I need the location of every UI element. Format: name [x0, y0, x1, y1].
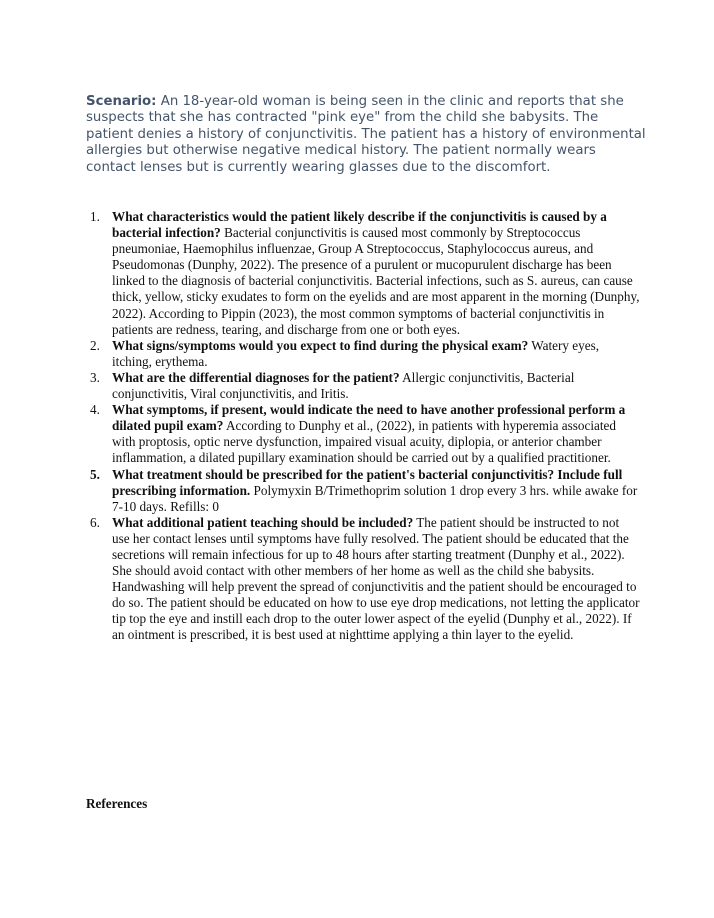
list-number: 6. [90, 514, 100, 530]
list-number: 3. [90, 369, 100, 385]
list-number: 1. [90, 209, 100, 224]
scenario-text: An 18-year-old woman is being seen in the clinic and reports that she suspects that she has contracted "pink eye" from the child she babysits. The patient denies a history of conjunctivitis. The patient has a history of environmental allergies but otherwise negative medical history. The patient normally wears contact lenses but is currently wearing glasses due to the discomfort. [86, 94, 646, 175]
question-text: What characteristics would the patient likely describe if the conjunctivitis is caused by a bacterial infection? [112, 209, 607, 241]
answer-text: Watery eyes, itching, erythema. [112, 337, 600, 369]
list-item-question-3 [84, 370, 640, 402]
references-heading: References [86, 796, 148, 811]
list-item-question-2 [84, 338, 640, 370]
answer-text: Allergic conjunctivitis, Bacterial conjunctivitis, Viral conjunctivitis, and Iritis. [112, 369, 575, 402]
question-list [84, 209, 640, 644]
scenario-label: Scenario: [86, 94, 157, 109]
list-item-question-4 [84, 402, 640, 466]
list-item-question-6 [84, 515, 640, 644]
list-number: 2. [90, 337, 100, 353]
question-text: What are the differential diagnoses for the patient? [112, 369, 400, 385]
answer-text: Polymyxin B/Trimethoprim solution 1 drop every 3 hrs. while awake for 7-10 days. Refills: 0 [112, 482, 638, 514]
answer-text: Bacterial conjunctivitis is caused most commonly by Streptococcus pneumoniae, Haemophilus influenzae, Group A Streptococcus, Staphylococcus aureus, and Pseudomonas (Dunphy, 2022). The presence of a purulent or mucopurulent discharge has been linked to the diagnosis of bacterial conjunctivitis. Bacterial infections, such as S. aureus, can cause thick, yellow, sticky exudates to form on the eyelids and are most apparent in the morning (Dunphy, 2022). According to Pippin (2023), the most common symptoms of bacterial conjunctivitis in patients are redness, tearing, and discharge from one or both eyes. [112, 225, 640, 337]
list-item-question-1 [84, 209, 640, 338]
scenario-paragraph [86, 94, 646, 176]
question-text: What treatment should be prescribed for the patient's bacterial conjunctivitis? Include full prescribing information. [112, 466, 623, 498]
answer-text: The patient should be instructed to not use her contact lenses until symptoms have fully resolved. The patient should be educated that the secretions will remain infectious for up to 48 hours after starting treatment (Dunphy et al., 2022). She should avoid contact with other members of her home as well as the child she babysits. Handwashing will help prevent the spread of conjunctivitis and the patient should be encouraged to do so. The patient should be educated on how to use eye drop medications, not letting the applicator tip top the eye and instill each drop to the outer lower aspect of the eyelid (Dunphy et al., 2022). If an ointment is prescribed, it is best used at nighttime applying a thin layer to the eyelid. [112, 514, 640, 643]
list-number: 4. [90, 402, 100, 418]
question-text: What symptoms, if present, would indicate the need to have another professional perform a dilated pupil exam? [112, 402, 626, 434]
list-number: 5. [90, 466, 100, 482]
list-item-question-5 [84, 467, 640, 515]
question-text: What additional patient teaching should be included? [112, 514, 414, 530]
question-text: What signs/symptoms would you expect to find during the physical exam? [112, 337, 529, 353]
answer-text: According to Dunphy et al., (2022), in patients with hyperemia associated with proptosis, optic nerve dysfunction, impaired visual acuity, diplopia, or anterior chamber inflammation, a dilated pupillary examination should be carried out by a qualified practitioner. [112, 418, 616, 466]
